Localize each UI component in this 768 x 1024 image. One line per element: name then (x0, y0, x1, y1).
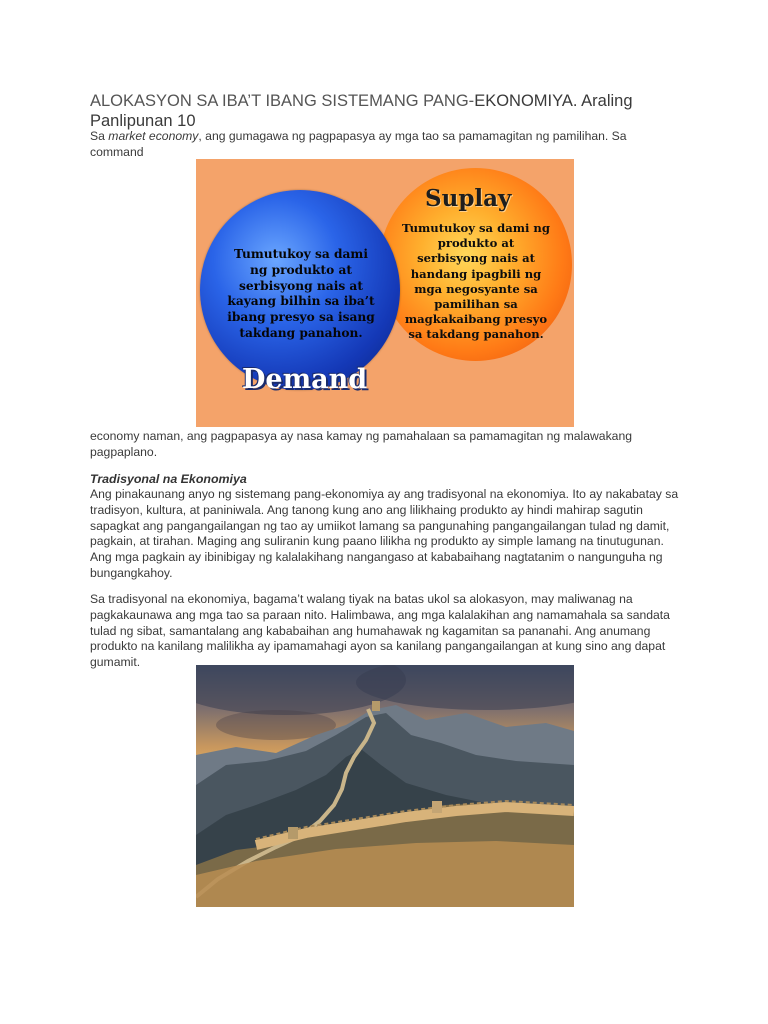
watchtower-right (432, 801, 442, 813)
watchtower-top (372, 701, 380, 711)
demand-supply-figure (196, 159, 574, 427)
title-light-part: ALOKASYON SA IBA’T IBANG SISTEMANG PANG- (90, 92, 475, 110)
section-heading: Tradisyonal na Ekonomiya (90, 472, 247, 486)
great-wall-photo (196, 665, 574, 907)
mountain-wall-drawing (196, 665, 574, 907)
supply-heading: Suplay (425, 185, 512, 212)
document-title (90, 91, 690, 131)
intro-paragraph (90, 129, 680, 161)
demand-heading: Demand (242, 364, 368, 395)
command-economy-paragraph: economy naman, ang pagpapasya ay nasa kamay ng pamahalaan sa pamamagitan ng malawakang pagpaplano. (90, 429, 633, 459)
intro-suffix: , ang gumagawa ng pagpapasya ay mga tao sa pamamagitan ng pamilihan. Sa (198, 129, 627, 143)
intro-line-2: command (90, 144, 144, 159)
watchtower-left (288, 827, 298, 839)
demand-definition: Tumutukoy sa dami ng produkto at serbisyong nais at kayang bilhin sa iba’t ibang presyo sa isang takdang panahon. (227, 247, 375, 340)
title-line-2: Panlipunan 10 (90, 112, 196, 130)
intro-italic-term: market economy (108, 129, 199, 143)
supply-definition: Tumutukoy sa dami ng produkto at serbisyong nais at handang ipagbili ng mga negosyante sa pamilihan sa magkakaibang presyo sa takdang panahon. (402, 221, 550, 342)
intro-prefix: Sa (90, 129, 109, 143)
traditional-paragraph-1: Ang pinakaunang anyo ng sistemang pang-ekonomiya ay ang tradisyonal na ekonomiya. Ito ay nakabatay sa tradisyon, kultura, at paniniwala. Ang tanong kung ano ang lilikhaing produkto ay hindi mahirap sagutin sapagkat ang pangangailangan ng tao ay umiikot lamang sa pangunahing pangangailangan tulad ng damit, pagkain, at tirahan. Maging ang suliranin kung paano lilikha ng produkto ay simple lamang na tinutugunan. Ang mga pagkain ay ibinibigay ng kalalakihang nangangaso at kababaihang nagtatanim o nangunguha ng bungangkahoy. (90, 487, 679, 580)
title-main-part: EKONOMIYA. Araling (474, 92, 633, 110)
traditional-paragraph-2: Sa tradisyonal na ekonomiya, bagama’t walang tiyak na batas ukol sa alokasyon, may maliwanag na pagkakaunawa ang mga tao sa paraan nito. Halimbawa, ang mga kalalakihan ang namamahala sa sandata tulad ng sibat, samantalang ang kababaihan ang humahawak ng kagamitan sa pananahi. Ang anumang produkto na kanilang malilikha ay ipamamahagi ayon sa kanilang pangangailangan at kung sino ang dapat gumamit. (90, 592, 670, 670)
